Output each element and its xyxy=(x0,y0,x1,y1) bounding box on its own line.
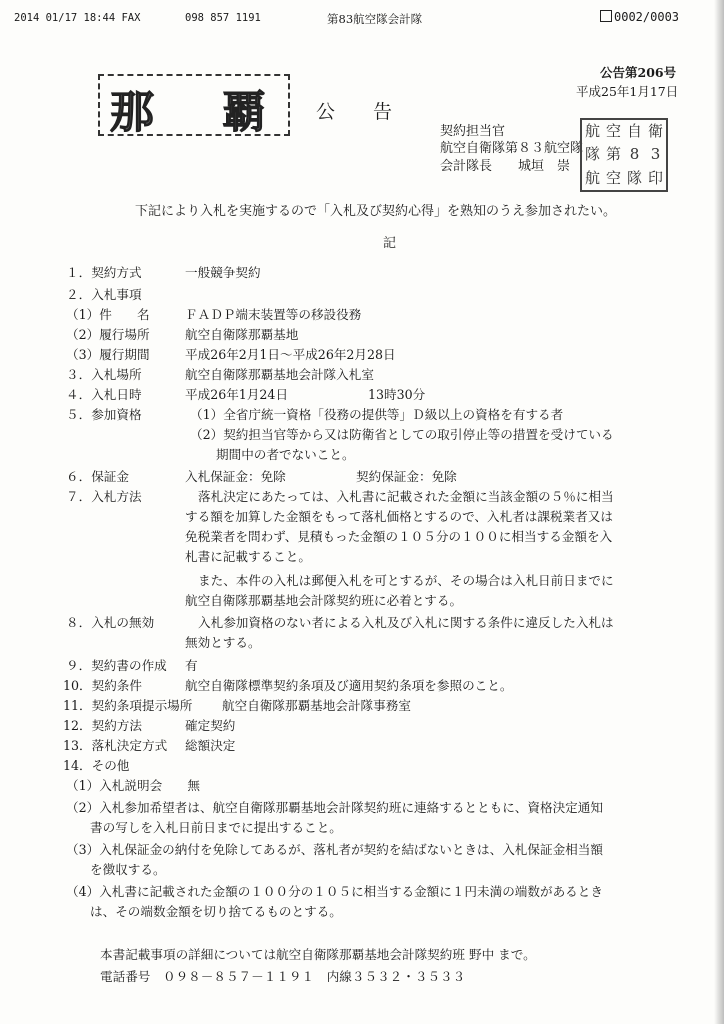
item2b-label: （2）履行場所 xyxy=(66,327,150,342)
official-seal xyxy=(580,118,668,192)
fax-number: 098 857 1191 xyxy=(185,12,261,24)
item2b-value: 航空自衛隊那覇基地 xyxy=(185,327,299,342)
item6-value2: 契約保証金：免除 xyxy=(356,469,457,484)
item1-value: 一般競争契約 xyxy=(185,265,261,280)
seal-char: 第 xyxy=(605,145,621,164)
item8-label: ８．入札の無効 xyxy=(66,615,155,630)
item5-line1: （1）全省庁統一資格「役務の提供等」Ｄ級以上の資格を有する者 xyxy=(190,407,564,422)
item6-label: ６．保証金 xyxy=(66,469,129,484)
item3-label: ３．入札場所 xyxy=(66,367,142,382)
item12-label: 12．契約方法 xyxy=(63,718,142,733)
intro-text: 下記により入札を実施するので「入札及び契約心得」を熟知のうえ参加されたい。 xyxy=(135,204,617,219)
footer-contact: 本書記載事項の詳細については航空自衛隊那覇基地会計隊契約班 野中 まで。 xyxy=(100,947,536,962)
item11-label: 11．契約条項提示場所 xyxy=(63,698,193,713)
item4-time: 13時30分 xyxy=(368,387,426,402)
seal-char: 8 xyxy=(629,145,640,164)
item8-line2: 無効とする。 xyxy=(185,635,261,650)
other3-line2: を徴収する。 xyxy=(90,862,166,877)
issuer-line3: 会計隊長 城垣 崇 xyxy=(440,159,571,174)
stamp-char-1: 那 xyxy=(110,87,156,138)
item6-value1: 入札保証金：免除 xyxy=(185,469,286,484)
item2-label: ２．入札事項 xyxy=(66,287,142,302)
item5-line3: 期間中の者でないこと。 xyxy=(216,447,355,462)
other1: （1）入札説明会 無 xyxy=(66,778,200,793)
other2-line1: （2）入札参加希望者は、航空自衛隊那覇基地会計隊契約班に連絡するとともに、資格決定通知 xyxy=(66,800,603,815)
item7-line6: 航空自衛隊那覇基地会計隊契約班に必着とする。 xyxy=(185,593,463,608)
other3-line1: （3）入札保証金の納付を免除してあるが、落札者が契約を結ばないときは、入札保証金相当額 xyxy=(66,842,603,857)
seal-char: 航 xyxy=(584,122,600,140)
item13-value: 総額決定 xyxy=(185,738,236,753)
notice-title: 公 告 xyxy=(316,101,393,123)
item4-label: ４．入札日時 xyxy=(66,387,142,402)
item3-value: 航空自衛隊那覇基地会計隊入札室 xyxy=(185,367,374,382)
fax-page-icon xyxy=(600,10,612,22)
item11-value: 航空自衛隊那覇基地会計隊事務室 xyxy=(222,698,411,713)
item5-label: ５．参加資格 xyxy=(66,407,142,422)
item10-label: 10．契約条件 xyxy=(63,678,142,693)
fax-sender: 第83航空隊会計隊 xyxy=(327,12,423,26)
scan-edge-shadow xyxy=(714,0,724,1024)
item7-line5: また、本件の入札は郵便入札を可とするが、その場合は入札日前日までに xyxy=(198,573,614,588)
item5-line2: （2）契約担当官等から又は防衛省としての取引停止等の措置を受けている xyxy=(190,427,614,442)
other2-line2: 書の写しを入札日前日までに提出すること。 xyxy=(90,820,342,835)
item13-label: 13．落札決定方式 xyxy=(63,738,168,753)
issuer-line1: 契約担当官 xyxy=(440,124,506,139)
item7-line3: 免税業者を問わず、見積もった金額の１０５分の１００に相当する金額を入 xyxy=(185,529,613,544)
item1-label: １．契約方式 xyxy=(66,265,142,280)
item7-line4: 札書に記載すること。 xyxy=(185,549,311,564)
issuer-line2: 航空自衛隊第８３航空隊 xyxy=(440,141,584,156)
stamp-char-2: 覇 xyxy=(222,87,268,138)
seal-char: 隊 xyxy=(584,145,600,164)
item14-label: 14．その他 xyxy=(63,758,130,773)
fax-datetime: 2014 01/17 18:44 FAX xyxy=(14,12,141,24)
seal-char: 衛 xyxy=(647,122,663,140)
item2a-label: （1）件 名 xyxy=(66,307,150,322)
item7-line2: する額を加算した金額をもって落札価格とするので、入札者は課税業者又は xyxy=(185,509,613,524)
item12-value: 確定契約 xyxy=(185,718,236,733)
fax-page-number: 0002/0003 xyxy=(614,10,680,24)
notice-number: 公告第206号 xyxy=(600,65,677,80)
seal-char: 航 xyxy=(584,168,600,187)
seal-char: 印 xyxy=(647,168,663,187)
item9-value: 有 xyxy=(185,658,198,673)
footer-phone: 電話番号 ０９８－８５７－１１９１ 内線３５３２・３５３３ xyxy=(100,969,466,984)
item2c-label: （3）履行期間 xyxy=(66,347,150,362)
item2a-value: ＦＡＤＰ端末装置等の移設役務 xyxy=(185,307,362,322)
item8-line1: 入札参加資格のない者による入札及び入札に関する条件に違反した入札は xyxy=(198,615,614,630)
other4-line1: （4）入札書に記載された金額の１００分の１０５に相当する金額に１円未満の端数があるとき xyxy=(66,884,603,899)
notice-date: 平成25年1月17日 xyxy=(576,84,679,99)
item7-label: ７．入札方法 xyxy=(66,489,142,504)
other4-line2: は、その端数金額を切り捨てるものとする。 xyxy=(90,904,342,919)
seal-char: 空 xyxy=(605,168,621,187)
seal-char: 隊 xyxy=(626,168,642,187)
ki-heading: 記 xyxy=(383,236,397,251)
item7-line1: 落札決定にあたっては、入札書に記載された金額に当該金額の５％に相当 xyxy=(198,489,614,504)
item9-label: ９．契約書の作成 xyxy=(66,658,167,673)
item2c-value: 平成26年2月1日～平成26年2月28日 xyxy=(185,347,396,362)
seal-char: 自 xyxy=(626,122,642,140)
item4-value: 平成26年1月24日 xyxy=(185,387,289,402)
seal-char: 空 xyxy=(605,122,621,140)
seal-char: 3 xyxy=(650,145,661,164)
fax-page xyxy=(600,10,679,24)
item10-value: 航空自衛隊標準契約条項及び適用契約条項を参照のこと。 xyxy=(185,678,513,693)
